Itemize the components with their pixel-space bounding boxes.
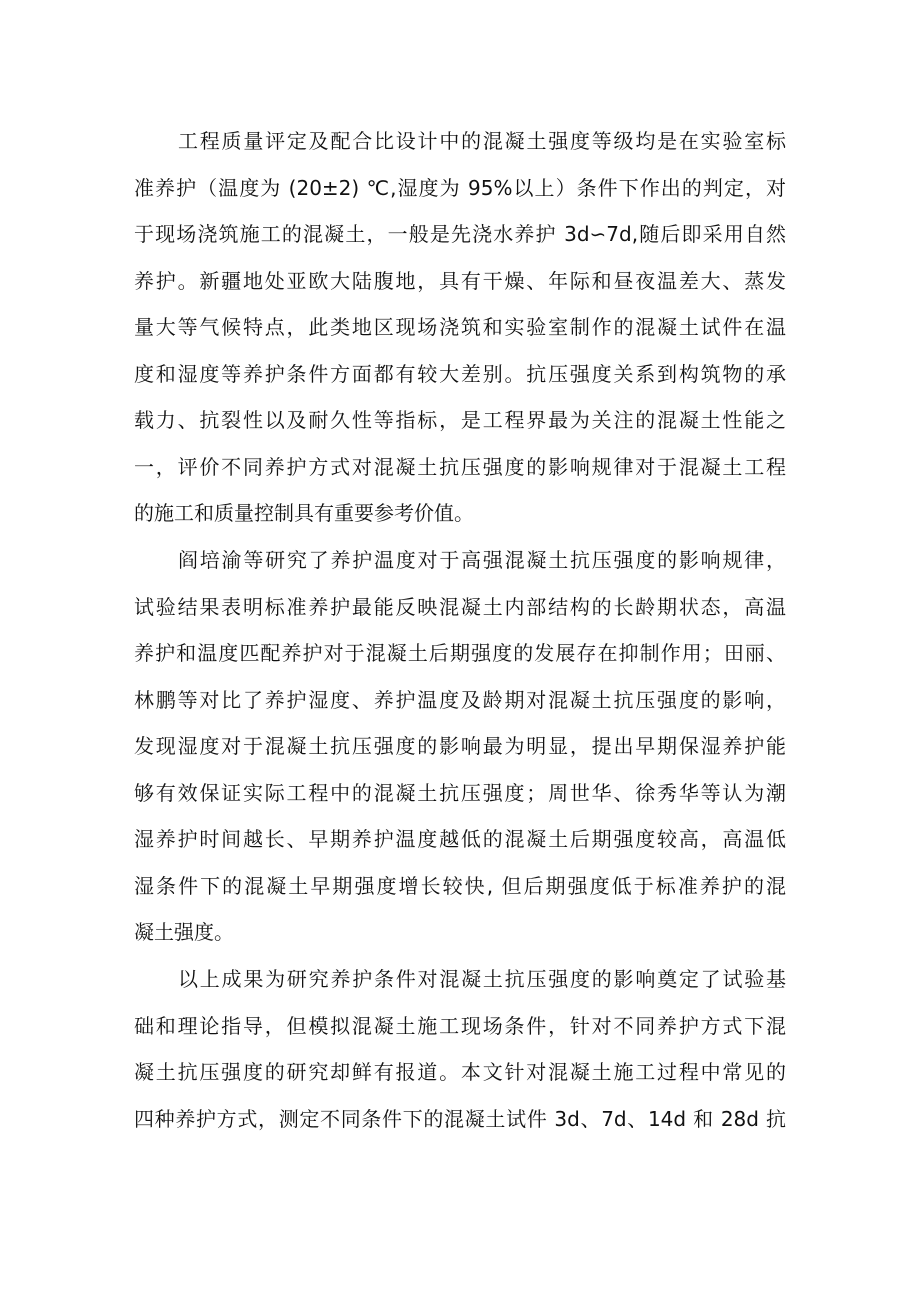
- text-line: 够有效保证实际工程中的混凝土抗压强度；周世华、徐秀华等认为潮: [134, 780, 786, 805]
- text-line: 一，评价不同养护方式对混凝土抗压强度的影响规律对于混凝土工程: [134, 454, 786, 479]
- text-line: 的施工和质量控制具有重要参考价值。: [134, 501, 474, 525]
- text-line: 林鹏等对比了养护湿度、养护温度及龄期对混凝土抗压强度的影响，: [134, 687, 786, 712]
- text-line: 养护。新疆地处亚欧大陆腹地，具有干燥、年际和昼夜温差大、蒸发: [134, 268, 786, 293]
- text-line: 养护和温度匹配养护对于混凝土后期强度的发展存在抑制作用；田丽、: [134, 641, 786, 665]
- text-line: 度和湿度等养护条件方面都有较大差别。抗压强度关系到构筑物的承: [134, 361, 786, 386]
- text-line: 量大等气候特点，此类地区现场浇筑和实验室制作的混凝土试件在温: [134, 315, 786, 339]
- text-line: 载力、抗裂性以及耐久性等指标，是工程界最为关注的混凝土性能之: [134, 408, 786, 432]
- text-line: 试验结果表明标准养护最能反映混凝土内部结构的长龄期状态，高温: [134, 594, 786, 619]
- text-line: 湿养护时间越长、早期养护温度越低的混凝土后期强度较高，高温低: [134, 827, 786, 851]
- text-line: 凝土抗压强度的研究却鲜有报道。本文针对混凝土施工过程中常见的: [134, 1060, 786, 1084]
- text-line: 湿条件下的混凝土早期强度增长较快, 但后期强度低于标准养护的混: [134, 873, 786, 898]
- text-line: 础和理论指导，但模拟混凝土施工现场条件，针对不同养护方式下混: [134, 1013, 786, 1038]
- text-line: 于现场浇筑施工的混凝土，一般是先浇水养护 3d∽7d,随后即采用自然: [134, 222, 786, 246]
- text-line: 阎培渝等研究了养护温度对于高强混凝土抗压强度的影响规律，: [178, 548, 786, 572]
- text-line: 以上成果为研究养护条件对混凝土抗压强度的影响奠定了试验基: [178, 967, 786, 991]
- body-text: [134, 118, 786, 1142]
- paragraph: [134, 537, 786, 956]
- text-line: 凝土强度。: [134, 920, 234, 944]
- text-line: 工程质量评定及配合比设计中的混凝土强度等级均是在实验室标: [178, 129, 786, 153]
- text-line: 准养护（温度为 (20±2) ℃,湿度为 95%以上）条件下作出的判定，对: [134, 175, 786, 200]
- text-line: 四种养护方式，测定不同条件下的混凝土试件 3d、7d、14d 和 28d 抗: [134, 1106, 786, 1131]
- text-line: 发现湿度对于混凝土抗压强度的影响最为明显，提出早期保湿养护能: [134, 734, 786, 758]
- paragraph: [134, 956, 786, 1142]
- paragraph: [134, 118, 786, 537]
